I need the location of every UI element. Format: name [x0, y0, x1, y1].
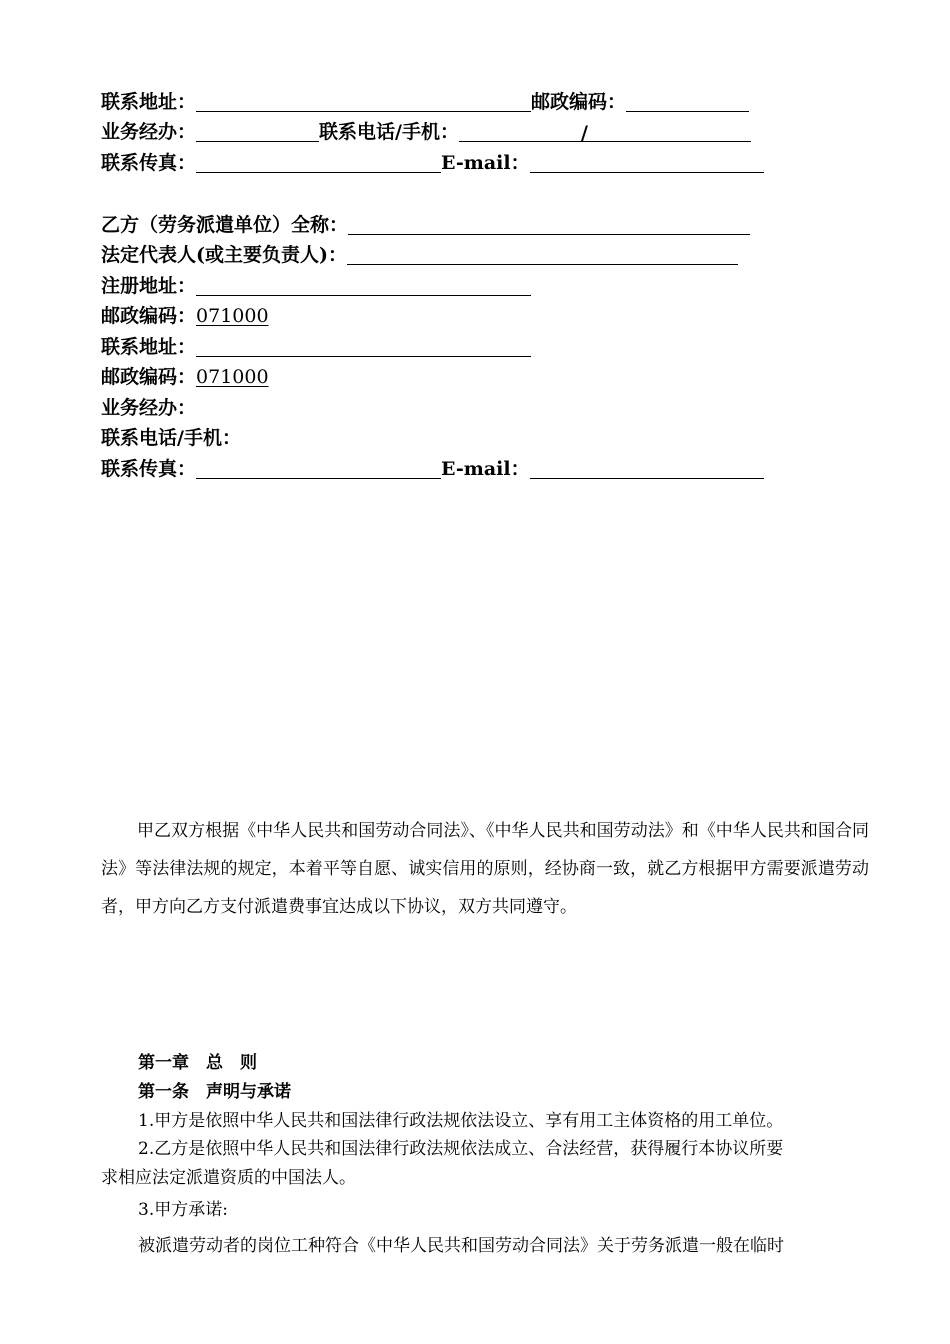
article-item-2: 2.乙方是依照中华人民共和国法律行政法规依法成立、合法经营，获得履行本协议所要: [138, 1139, 784, 1159]
postcode2-value: 071000: [196, 366, 269, 388]
reg-address-label: 注册地址：: [101, 275, 197, 297]
email-blank: [530, 152, 764, 173]
preamble-paragraph: 甲乙双方根据《中华人民共和国劳动合同法》、《中华人民共和国劳动法》和《中华人民共和国合同法》等法律法规的规定，本着平等自愿、诚实信用的原则，经协商一致，就乙方根据甲方需要派遣劳动者，甲方向乙方支付派遣费事宜达成以下协议，双方共同遵守。: [101, 821, 869, 917]
phone-separator: /: [580, 122, 588, 144]
article-item-2-cont: 求相应法定派遣资质的中国法人。: [101, 1168, 356, 1188]
fax-label: 联系传真：: [101, 152, 197, 174]
article-title: 第一条 声明与承诺: [138, 1082, 291, 1102]
handler-blank: [196, 121, 319, 142]
party-b-fax-row: [101, 457, 764, 481]
chapter-title: 第一章 总 则: [138, 1053, 257, 1073]
phone-blank: [459, 121, 751, 142]
party-b-contact-address-row: [101, 335, 531, 359]
party-b-postcode1-row: [101, 304, 269, 328]
party-b-email-label: E-mail：: [441, 458, 530, 480]
postcode1-value: 071000: [196, 305, 269, 327]
party-b-contact-address-blank: [196, 336, 531, 357]
postcode-blank: [626, 91, 749, 112]
party-a-handler-row: [101, 120, 751, 144]
postcode1-label: 邮政编码：: [101, 305, 197, 327]
party-a-address-row: [101, 90, 749, 114]
article-item-3: 3.甲方承诺:: [138, 1200, 228, 1220]
party-b-handler-row: [101, 396, 196, 420]
contact-address-blank: [196, 91, 531, 112]
reg-address-blank: [196, 275, 531, 296]
phone-label: 联系电话/手机：: [319, 121, 459, 143]
party-b-fax-label: 联系传真：: [101, 458, 197, 480]
legal-rep-blank: [347, 244, 738, 265]
party-b-fax-blank: [196, 458, 441, 479]
email-label: E-mail：: [441, 152, 530, 174]
contact-address-label: 联系地址：: [101, 91, 197, 113]
party-b-fullname-label: 乙方（劳务派遣单位）全称：: [101, 214, 349, 236]
party-b-email-blank: [530, 458, 764, 479]
article-item-3-text: 被派遣劳动者的岗位工种符合《中华人民共和国劳动合同法》关于劳务派遣一般在临时: [138, 1236, 784, 1256]
postcode-label: 邮政编码：: [531, 91, 627, 113]
party-b-phone-label: 联系电话/手机：: [101, 427, 241, 449]
handler-label: 业务经办：: [101, 121, 197, 143]
party-b-fullname-row: [101, 213, 750, 237]
party-b-legal-rep-row: [101, 243, 738, 267]
party-b-handler-label: 业务经办：: [101, 397, 197, 419]
party-a-fax-row: [101, 151, 764, 175]
party-b-contact-address-label: 联系地址：: [101, 336, 197, 358]
article-item-1: 1.甲方是依照中华人民共和国法律行政法规依法设立、享有用工主体资格的用工单位。: [138, 1111, 784, 1131]
postcode2-label: 邮政编码：: [101, 366, 197, 388]
fax-blank: [196, 152, 441, 173]
party-b-postcode2-row: [101, 365, 269, 389]
party-b-fullname-blank: [348, 214, 750, 235]
legal-rep-label: 法定代表人(或主要负责人)：: [101, 244, 347, 266]
party-b-reg-address-row: [101, 274, 531, 298]
party-b-phone-row: [101, 426, 241, 450]
